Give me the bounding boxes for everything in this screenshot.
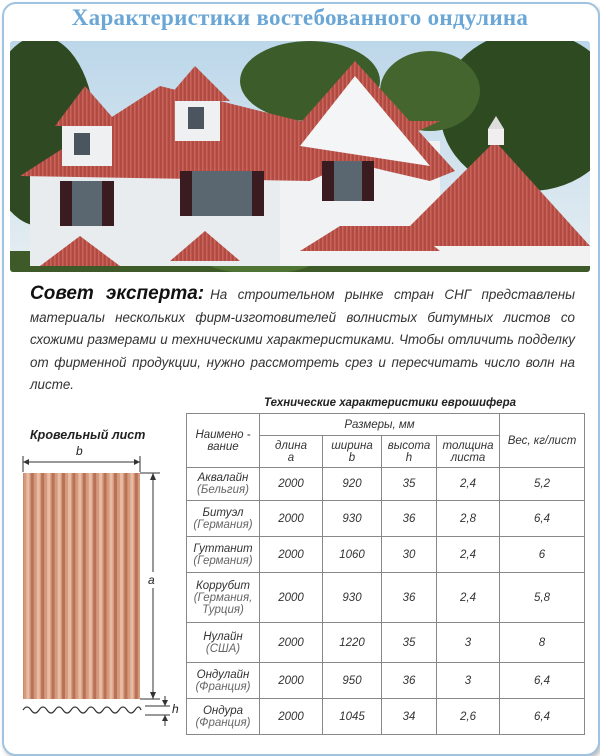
- cell-length: 2000: [260, 537, 323, 573]
- cell-thickness: 3: [437, 663, 500, 699]
- cell-width: 920: [323, 468, 382, 501]
- cell-weight: 5,2: [500, 468, 585, 501]
- cell-thickness: 3: [437, 623, 500, 663]
- table-row: [187, 623, 585, 663]
- cell-height: 36: [382, 663, 437, 699]
- cell-name: Аквалайн (Бельгия): [187, 468, 260, 501]
- specs-table: [186, 413, 585, 735]
- header-length: длина а: [260, 436, 323, 468]
- cell-weight: 5,8: [500, 573, 585, 623]
- expert-advice: [30, 283, 575, 397]
- cell-weight: 8: [500, 623, 585, 663]
- header-sizes: Размеры, мм: [260, 414, 500, 436]
- cell-name: Коррубит (Германия, Турция): [187, 573, 260, 623]
- cell-weight: 6: [500, 537, 585, 573]
- cell-length: 2000: [260, 501, 323, 537]
- advice-text: На строительном рынке стран СНГ представлены материалы нескольких фирм-изготовителей волнистых битумных листов со схожими размерами и техническими характеристиками. Чтобы отличить подделку от фирменной продукции, нужно рассмотреть срез и пересчитать число волн на листе.: [30, 287, 575, 392]
- cell-height: 34: [382, 699, 437, 735]
- cell-thickness: 2,4: [437, 573, 500, 623]
- table-row: [187, 537, 585, 573]
- dim-h-label: h: [172, 702, 179, 716]
- sheet-label: Кровельный лист: [30, 428, 146, 442]
- advice-lead: Совет эксперта:: [30, 283, 205, 304]
- cell-width: 1045: [323, 699, 382, 735]
- cell-width: 1060: [323, 537, 382, 573]
- table-title: Технические характеристики еврошифера: [263, 397, 516, 409]
- cell-width: 930: [323, 573, 382, 623]
- cell-length: 2000: [260, 573, 323, 623]
- cell-width: 930: [323, 501, 382, 537]
- table-row: [187, 699, 585, 735]
- cell-thickness: 2,6: [437, 699, 500, 735]
- cell-length: 2000: [260, 663, 323, 699]
- cell-thickness: 2,8: [437, 501, 500, 537]
- cell-name: Гуттанит (Германия): [187, 537, 260, 573]
- cell-height: 35: [382, 623, 437, 663]
- sheet-diagram: [10, 442, 190, 732]
- header-height: высота h: [382, 436, 437, 468]
- roof-sheet: [23, 473, 140, 699]
- header-width: ширина b: [323, 436, 382, 468]
- dim-a-label: a: [148, 573, 155, 587]
- cell-width: 950: [323, 663, 382, 699]
- cell-weight: 6,4: [500, 699, 585, 735]
- cell-name: Ондулайн (Франция): [187, 663, 260, 699]
- page-title: Характеристики востебованного ондулина: [71, 5, 529, 30]
- cell-width: 1220: [323, 623, 382, 663]
- cell-name: Нулайн (США): [187, 623, 260, 663]
- cell-thickness: 2,4: [437, 468, 500, 501]
- cell-length: 2000: [260, 468, 323, 501]
- table-row: [187, 573, 585, 623]
- cell-length: 2000: [260, 623, 323, 663]
- cell-length: 2000: [260, 699, 323, 735]
- cell-name: Битуэл (Германия): [187, 501, 260, 537]
- cell-height: 36: [382, 573, 437, 623]
- dim-b-label: b: [76, 444, 83, 458]
- cell-height: 36: [382, 501, 437, 537]
- house-photo: [10, 41, 590, 272]
- cell-thickness: 2,4: [437, 537, 500, 573]
- table-row: [187, 468, 585, 501]
- cell-name: Ондура (Франция): [187, 699, 260, 735]
- cell-weight: 6,4: [500, 663, 585, 699]
- cell-height: 30: [382, 537, 437, 573]
- header-name: Наимено - вание: [187, 414, 260, 468]
- cell-height: 35: [382, 468, 437, 501]
- table-row: [187, 501, 585, 537]
- header-weight: Вес, кг/лист: [500, 414, 585, 468]
- header-thickness: толщина листа: [437, 436, 500, 468]
- table-row: [187, 663, 585, 699]
- cell-weight: 6,4: [500, 501, 585, 537]
